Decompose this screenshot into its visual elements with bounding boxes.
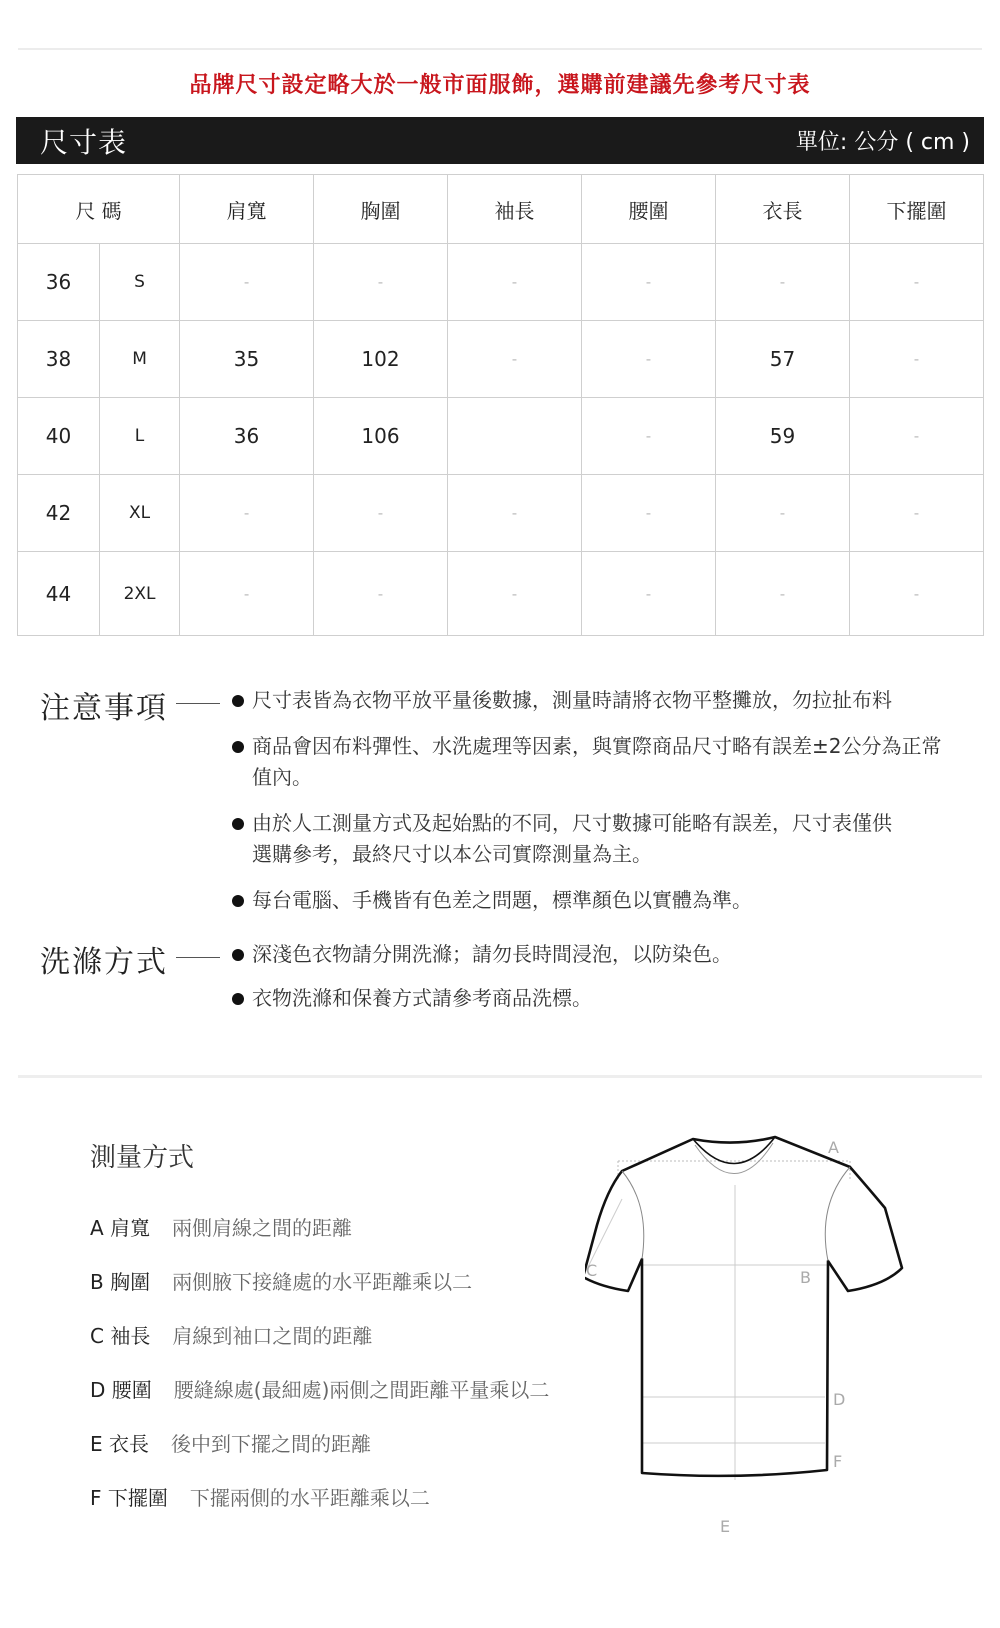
table-cell: -	[849, 244, 983, 321]
measure-title: 測量方式	[90, 1143, 195, 1173]
row-size: L	[100, 398, 180, 475]
label-e: E	[720, 1517, 731, 1536]
table-cell: -	[180, 552, 314, 636]
list-item	[232, 685, 972, 716]
row-number: 36	[18, 244, 100, 321]
measure-key: D 腰圍	[90, 1378, 152, 1402]
list-item	[90, 1374, 549, 1428]
measure-key: E 衣長	[90, 1432, 149, 1456]
list-item-text: 衣物洗滌和保養方式請參考商品洗標。	[252, 986, 592, 1010]
table-cell: -	[581, 398, 715, 475]
table-cell: -	[715, 552, 849, 636]
header-hem: 下擺圍	[849, 175, 983, 244]
table-cell: -	[715, 475, 849, 552]
table-cell: -	[715, 244, 849, 321]
table-cell: 35	[180, 321, 314, 398]
table-cell: -	[448, 475, 582, 552]
label-f: F	[833, 1452, 843, 1471]
measure-desc: 後中到下擺之間的距離	[171, 1432, 371, 1456]
table-cell: -	[581, 321, 715, 398]
row-number: 42	[18, 475, 100, 552]
bullet-icon	[232, 993, 244, 1005]
unit-label: 單位: 公分 ( cm )	[795, 130, 970, 155]
measure-key: C 袖長	[90, 1324, 151, 1348]
table-cell: -	[581, 244, 715, 321]
row-size: XL	[100, 475, 180, 552]
notes-connector	[176, 703, 220, 704]
wash-title: 洗滌方式	[40, 945, 168, 980]
table-cell: -	[849, 321, 983, 398]
bullet-icon	[232, 818, 244, 830]
table-cell: -	[581, 475, 715, 552]
table-row	[18, 321, 984, 398]
seam-right	[825, 1167, 850, 1261]
header-size: 尺 碼	[18, 175, 180, 244]
table-cell: 59	[715, 398, 849, 475]
bullet-icon	[232, 895, 244, 907]
table-row	[18, 398, 984, 475]
list-item	[232, 939, 972, 970]
list-item-text: 由於人工測量方式及起始點的不同，尺寸數據可能略有誤差，尺寸表僅供選購參考，最終尺寸以本公司實際測量為主。	[252, 811, 892, 866]
list-item	[90, 1428, 549, 1482]
list-item	[232, 808, 892, 870]
table-cell: -	[314, 552, 448, 636]
measure-desc: 下擺兩側的水平距離乘以二	[189, 1486, 430, 1510]
header-length: 衣長	[715, 175, 849, 244]
table-cell: -	[849, 475, 983, 552]
row-size: 2XL	[100, 552, 180, 636]
list-item-text: 尺寸表皆為衣物平放平量後數據，測量時請將衣物平整攤放，勿拉扯布料	[252, 688, 892, 712]
row-number: 44	[18, 552, 100, 636]
row-number: 38	[18, 321, 100, 398]
table-cell: -	[448, 321, 582, 398]
header-chest: 胸圍	[314, 175, 448, 244]
list-item-text: 每台電腦、手機皆有色差之問題，標準顏色以實體為準。	[252, 888, 752, 912]
list-item	[232, 731, 952, 793]
header-sleeve: 袖長	[448, 175, 582, 244]
top-divider	[18, 48, 982, 50]
notes-list	[232, 685, 972, 916]
table-cell: -	[849, 552, 983, 636]
label-a: A	[828, 1138, 839, 1157]
table-cell: 36	[180, 398, 314, 475]
wash-connector	[176, 957, 220, 958]
table-cell: -	[314, 475, 448, 552]
table-cell: -	[180, 475, 314, 552]
measure-desc: 肩線到袖口之間的距離	[172, 1324, 373, 1348]
row-size: M	[100, 321, 180, 398]
section-divider	[18, 1075, 982, 1078]
list-item-text: 商品會因布料彈性、水洗處理等因素，與實際商品尺寸略有誤差±2公分為正常值內。	[252, 734, 942, 789]
bullet-icon	[232, 741, 244, 753]
header-waist: 腰圍	[581, 175, 715, 244]
table-cell: -	[314, 244, 448, 321]
table-header-row	[18, 175, 984, 244]
label-d: D	[833, 1390, 846, 1409]
measure-key: B 胸圍	[90, 1270, 151, 1294]
table-row	[18, 475, 984, 552]
bullet-icon	[232, 949, 244, 961]
table-cell: -	[448, 552, 582, 636]
table-cell: -	[849, 398, 983, 475]
row-size: S	[100, 244, 180, 321]
row-number: 40	[18, 398, 100, 475]
size-chart-header	[16, 117, 984, 164]
table-row	[18, 244, 984, 321]
size-table	[17, 174, 984, 636]
list-item	[90, 1266, 549, 1320]
label-b: B	[800, 1268, 811, 1287]
list-item	[232, 885, 972, 916]
table-cell: -	[180, 244, 314, 321]
collar-stitch	[695, 1143, 773, 1174]
list-item	[90, 1212, 549, 1266]
size-notice: 品牌尺寸設定略大於一般市面服飾，選購前建議先參考尺寸表	[189, 73, 811, 98]
notes-title: 注意事項	[40, 691, 168, 726]
measure-desc: 兩側腋下接縫處的水平距離乘以二	[172, 1270, 473, 1294]
table-cell: -	[448, 244, 582, 321]
table-cell: -	[581, 552, 715, 636]
table-cell: 57	[715, 321, 849, 398]
seam-left	[622, 1171, 644, 1259]
label-c: C	[586, 1261, 598, 1280]
list-item	[90, 1482, 549, 1536]
measure-key: A 肩寬	[90, 1216, 151, 1240]
measure-list	[90, 1212, 549, 1536]
table-cell: 106	[314, 398, 448, 475]
measure-key: F 下擺圍	[90, 1486, 168, 1510]
bullet-icon	[232, 695, 244, 707]
table-cell	[448, 398, 582, 475]
list-item-text: 深淺色衣物請分開洗滌；請勿長時間浸泡，以防染色。	[252, 942, 732, 966]
measure-desc: 兩側肩線之間的距離	[172, 1216, 353, 1240]
list-item	[232, 983, 972, 1014]
list-item	[90, 1320, 549, 1374]
wash-list	[232, 939, 972, 1014]
header-shoulder: 肩寬	[180, 175, 314, 244]
table-cell: 102	[314, 321, 448, 398]
measure-desc: 腰縫線處(最細處)兩側之間距離平量乘以二	[173, 1378, 550, 1402]
tshirt-diagram	[585, 1135, 945, 1605]
size-chart-title: 尺寸表	[40, 125, 128, 159]
table-row	[18, 552, 984, 636]
